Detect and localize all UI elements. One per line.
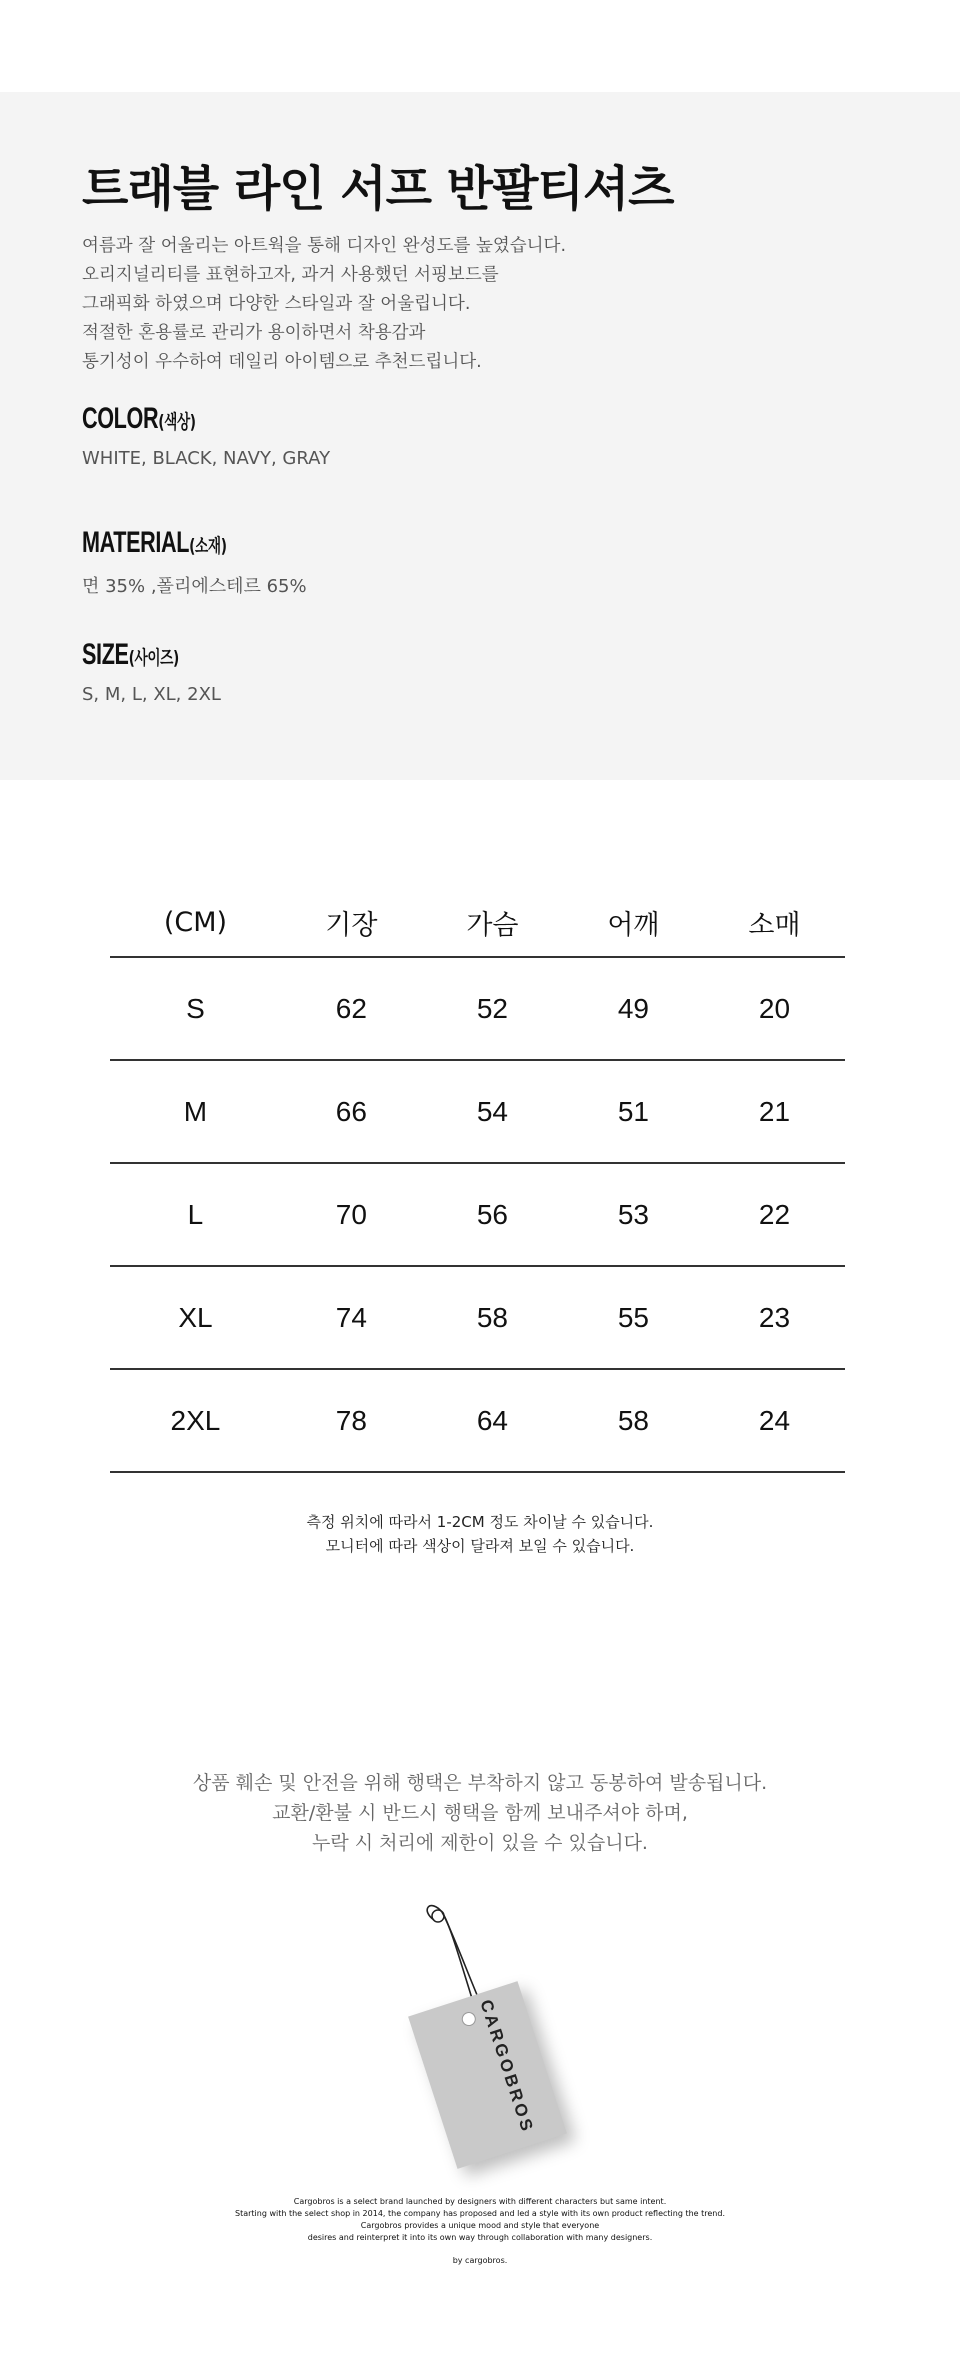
shoulder-cell: 51 [563,1060,704,1163]
measurement-notes [0,1510,960,1558]
table-row [110,1266,845,1369]
shoulder-cell: 58 [563,1369,704,1472]
about-line: Starting with the select shop in 2014, the company has proposed and led a style with its own product reflecting the trend. [235,2209,725,2218]
chest-cell: 64 [422,1369,563,1472]
size-chart-header-row [110,888,845,957]
product-title: 트래블 라인 서프 반팔티셔츠 [82,161,674,217]
sleeve-cell: 20 [704,957,845,1060]
size-cell: XL [110,1266,281,1369]
length-cell: 70 [281,1163,422,1266]
color-label [82,402,196,436]
material-label-text: MATERIAL [82,526,190,559]
tag-brand-text: CARGOBROS [476,1997,538,2136]
shoulder-cell: 53 [563,1163,704,1266]
length-cell: 74 [281,1266,422,1369]
chest-cell: 56 [422,1163,563,1266]
description-line: 여름과 잘 어울리는 아트웍을 통해 디자인 완성도를 높였습니다. [82,236,567,256]
description-line: 통기성이 우수하여 데일리 아이템으로 추천드립니다. [82,352,482,372]
brand-about [0,2196,960,2244]
care-line: 누락 시 처리에 제한이 있을 수 있습니다. [312,1832,648,1854]
size-label-text: SIZE [82,638,129,671]
about-line: Cargobros is a select brand launched by designers with different characters but same intent. [293,2197,667,2206]
length-cell: 78 [281,1369,422,1472]
sleeve-cell: 23 [704,1266,845,1369]
brand-byline: by cargobros. [452,2256,508,2265]
size-cell: 2XL [110,1369,281,1472]
color-label-text: COLOR [82,402,159,435]
care-line: 교환/환불 시 반드시 행택을 함께 보내주셔야 하며, [272,1802,688,1824]
size-cell: L [110,1163,281,1266]
about-line: Cargobros provides a unique mood and style that everyone [360,2221,600,2230]
table-row [110,1163,845,1266]
table-row [110,1369,845,1472]
length-cell: 62 [281,957,422,1060]
chest-cell: 58 [422,1266,563,1369]
sleeve-cell: 24 [704,1369,845,1472]
size-cell: M [110,1060,281,1163]
tag-hole-icon [460,2010,478,2028]
description-line: 그래픽화 하였으며 다양한 스타일과 잘 어울립니다. [82,294,471,314]
header-unit: (CM) [110,888,281,957]
care-line: 상품 훼손 및 안전을 위해 행택은 부착하지 않고 동봉하여 발송됩니다. [192,1772,768,1794]
size-cell: S [110,957,281,1060]
size-value: S, M, L, XL, 2XL [82,684,221,705]
table-row [110,957,845,1060]
sleeve-cell: 21 [704,1060,845,1163]
header-length: 기장 [281,888,422,957]
about-line: desires and reinterpret it into its own way through collaboration with many designers. [307,2233,653,2242]
description-line: 오리지널리티를 표현하고자, 과거 사용했던 서핑보드를 [82,265,499,285]
header-sleeve: 소매 [704,888,845,957]
size-chart-table [110,888,845,1473]
note-line: 모니터에 따라 색상이 달라져 보일 수 있습니다. [325,1537,635,1555]
hang-tag-notice [0,1768,960,1858]
material-label [82,526,227,560]
chest-cell: 54 [422,1060,563,1163]
note-line: 측정 위치에 따라서 1-2CM 정도 차이날 수 있습니다. [306,1513,654,1531]
chest-cell: 52 [422,957,563,1060]
length-cell: 66 [281,1060,422,1163]
product-description [82,232,782,377]
shoulder-cell: 55 [563,1266,704,1369]
sleeve-cell: 22 [704,1163,845,1266]
hang-tag-illustration [390,1900,590,2180]
shoulder-cell: 49 [563,957,704,1060]
size-label-sub: (사이즈) [128,647,179,669]
header-shoulder: 어깨 [563,888,704,957]
size-label [82,638,179,672]
description-line: 적절한 혼용률로 관리가 용이하면서 착용감과 [82,323,426,343]
material-label-sub: (소재) [189,535,227,557]
color-value: WHITE, BLACK, NAVY, GRAY [82,448,331,469]
header-chest: 가슴 [422,888,563,957]
material-value: 면 35% ,폴리에스테르 65% [82,576,307,597]
color-label-sub: (색상) [158,411,196,433]
table-row [110,1060,845,1163]
